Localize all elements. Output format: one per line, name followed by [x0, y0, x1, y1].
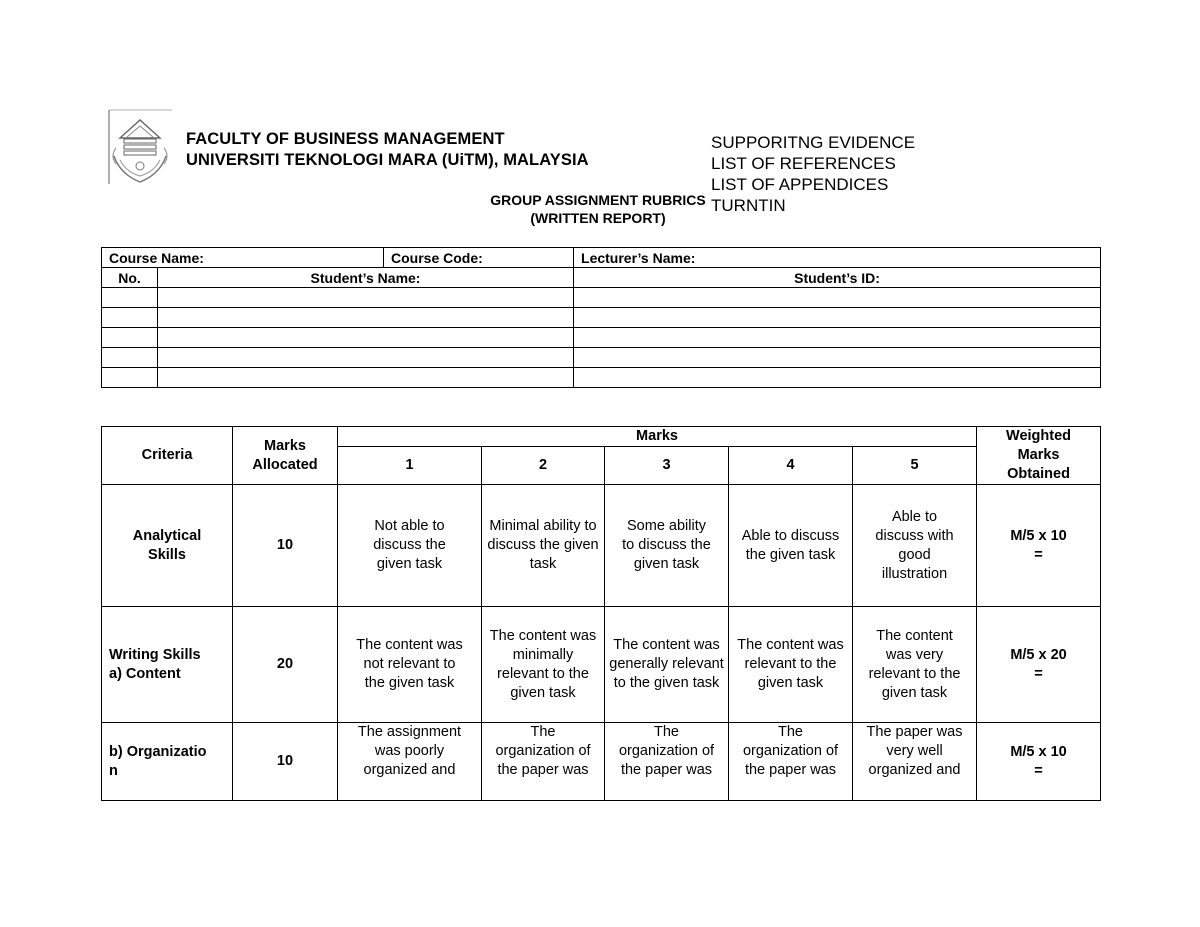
student-row [102, 328, 1101, 348]
student-row [102, 288, 1101, 308]
level-2-desc [482, 723, 605, 801]
student-name-cell[interactable] [158, 328, 574, 348]
rubric-title [0, 191, 1200, 227]
student-id-header: Student’s ID: [574, 268, 1101, 288]
level-5-desc [853, 607, 977, 723]
level-3-desc [605, 485, 729, 607]
student-name-cell[interactable] [158, 368, 574, 388]
level-text: The content was not relevant to the given task [356, 637, 463, 691]
scale-3: 3 [605, 447, 729, 485]
no-header: No. [102, 268, 158, 288]
criterion-label: Writing Skills [109, 646, 201, 663]
criterion-label: Analytical Skills [132, 527, 202, 563]
level-2-desc: Minimal ability to discuss the given task [482, 485, 605, 607]
criteria-header: Criteria [102, 427, 233, 485]
criterion-cell [102, 607, 233, 723]
no-cell[interactable] [102, 308, 158, 328]
weighted-formula: M/5 x 20 [1010, 646, 1067, 663]
no-cell[interactable] [102, 368, 158, 388]
no-cell[interactable] [102, 288, 158, 308]
scale-2: 2 [482, 447, 605, 485]
student-row [102, 308, 1101, 328]
no-cell[interactable] [102, 328, 158, 348]
weighted-cell [977, 607, 1101, 723]
student-id-cell[interactable] [574, 368, 1101, 388]
criterion-sub-label: a) Content [109, 665, 181, 682]
level-text: The paper was very well organized and [866, 724, 963, 778]
level-text: The assignment was poorly organized and [357, 724, 462, 778]
level-text: Some ability to discuss the given task [622, 518, 711, 572]
evidence-item: SUPPORITNG EVIDENCE [711, 133, 916, 152]
student-row [102, 348, 1101, 368]
level-4-desc: Able to discuss the given task [729, 485, 853, 607]
level-3-desc [605, 723, 729, 801]
faculty-header [186, 129, 589, 171]
level-3-desc: The content was generally relevant to the given task [605, 607, 729, 723]
level-text: The content was very relevant to the given task [868, 627, 961, 701]
marks-allocated-label: Marks Allocated [252, 437, 318, 473]
level-text: Able to discuss with good illustration [875, 508, 954, 582]
scale-1: 1 [338, 447, 482, 485]
evidence-item: TURNTIN [711, 196, 786, 215]
no-cell[interactable] [102, 348, 158, 368]
rubric-row-analytical [102, 485, 1101, 607]
student-name-cell[interactable] [158, 348, 574, 368]
level-1-desc [338, 723, 482, 801]
level-text: The organization of the paper was [618, 724, 715, 778]
student-name-header: Student’s Name: [158, 268, 574, 288]
student-id-cell[interactable] [574, 308, 1101, 328]
level-4-desc [729, 723, 853, 801]
level-1-desc [338, 607, 482, 723]
criterion-cell [102, 723, 233, 801]
evidence-item: LIST OF APPENDICES [711, 175, 889, 194]
weighted-header [977, 427, 1101, 485]
level-5-desc [853, 723, 977, 801]
rubric-row-content [102, 607, 1101, 723]
level-4-desc: The content was relevant to the given task [729, 607, 853, 723]
weighted-cell [977, 723, 1101, 801]
student-id-cell[interactable] [574, 348, 1101, 368]
weighted-equals: = [1034, 665, 1043, 682]
marks-header: Marks [338, 427, 977, 447]
allocated-cell: 20 [233, 607, 338, 723]
level-2-desc [482, 607, 605, 723]
student-name-cell[interactable] [158, 288, 574, 308]
student-id-cell[interactable] [574, 288, 1101, 308]
student-id-cell[interactable] [574, 328, 1101, 348]
uitm-logo [106, 108, 174, 188]
marks-allocated-header [233, 427, 338, 485]
course-code-cell[interactable]: Course Code: [384, 248, 574, 268]
faculty-name: FACULTY OF BUSINESS MANAGEMENT [186, 130, 505, 148]
student-name-cell[interactable] [158, 308, 574, 328]
weighted-label: Weighted Marks Obtained [1006, 428, 1072, 482]
title-line-1: GROUP ASSIGNMENT RUBRICS [490, 192, 706, 208]
criterion-cell [102, 485, 233, 607]
level-1-desc [338, 485, 482, 607]
level-5-desc [853, 485, 977, 607]
criterion-label: b) Organization [109, 743, 207, 779]
weighted-equals: = [1034, 762, 1043, 779]
allocated-cell: 10 [233, 485, 338, 607]
weighted-equals: = [1034, 546, 1043, 563]
lecturer-name-cell[interactable]: Lecturer’s Name: [574, 248, 1101, 268]
allocated-cell: 10 [233, 723, 338, 801]
rubric-row-organization [102, 723, 1101, 801]
course-name-cell[interactable]: Course Name: [102, 248, 384, 268]
weighted-formula: M/5 x 10 [1010, 743, 1067, 760]
rubric-table [101, 426, 1101, 801]
weighted-formula: M/5 x 10 [1010, 527, 1067, 544]
level-text: Not able to discuss the given task [373, 518, 446, 572]
student-row [102, 368, 1101, 388]
student-info-table [101, 247, 1101, 388]
evidence-item: LIST OF REFERENCES [711, 154, 896, 173]
scale-5: 5 [853, 447, 977, 485]
scale-4: 4 [729, 447, 853, 485]
level-text: The content was minimally relevant to the given task [489, 627, 597, 701]
weighted-cell [977, 485, 1101, 607]
title-line-2: (WRITTEN REPORT) [530, 210, 666, 226]
level-text: The organization of the paper was [495, 724, 591, 778]
university-name: UNIVERSITI TEKNOLOGI MARA (UiTM), MALAYSIA [186, 151, 589, 169]
level-text: The organization of the paper was [742, 724, 839, 778]
